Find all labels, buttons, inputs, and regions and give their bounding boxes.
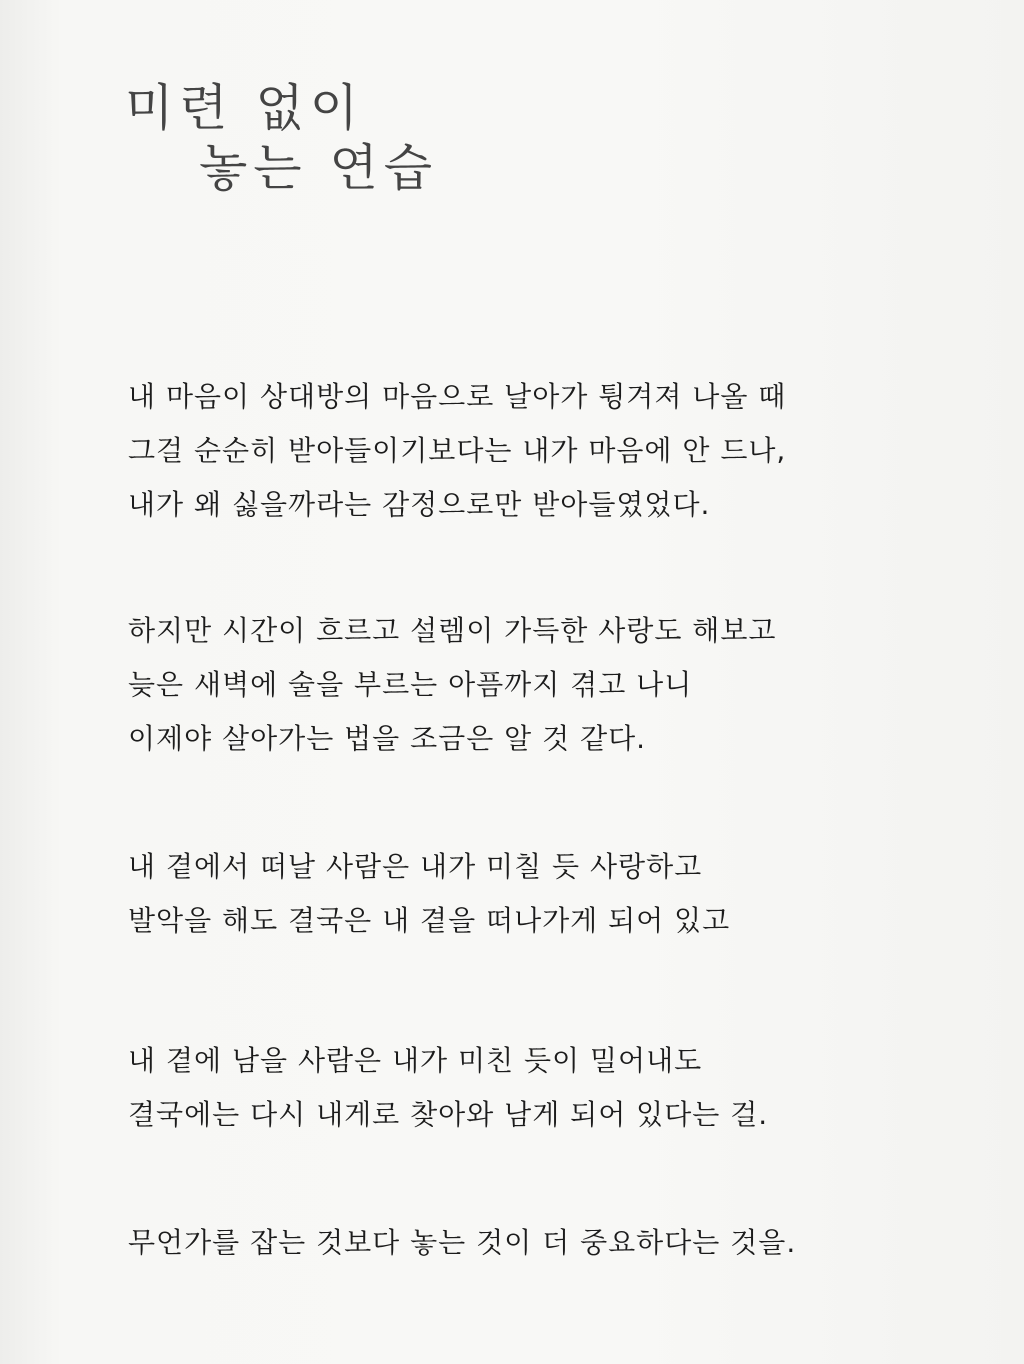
poem-line: 내가 왜 싫을까라는 감정으로만 받아들였었다. — [128, 488, 711, 521]
poem-line: 늦은 새벽에 술을 부르는 아픔까지 겪고 나니 — [128, 668, 693, 701]
poem-line: 하지만 시간이 흐르고 설렘이 가득한 사랑도 해보고 — [128, 614, 777, 647]
stanza-4 — [128, 1034, 988, 1142]
poem-body — [128, 370, 988, 1342]
poem-title — [125, 78, 438, 198]
poem-line: 결국에는 다시 내게로 찾아와 남게 되어 있다는 걸. — [128, 1098, 769, 1131]
poem-line: 내 곁에서 떠날 사람은 내가 미칠 듯 사랑하고 — [128, 850, 703, 883]
title-line-2: 놓는 연습 — [199, 139, 439, 197]
stanza-5 — [128, 1216, 988, 1270]
poem-line: 내 곁에 남을 사람은 내가 미친 듯이 밀어내도 — [128, 1044, 703, 1077]
stanza-2 — [128, 604, 988, 766]
stanza-3 — [128, 840, 988, 948]
poem-line: 내 마음이 상대방의 마음으로 날아가 튕겨져 나올 때 — [128, 380, 787, 413]
title-line-1: 미련 없이 — [125, 79, 365, 137]
poem-line: 이제야 살아가는 법을 조금은 알 것 같다. — [128, 722, 647, 755]
stanza-1 — [128, 370, 988, 532]
poem-line: 그걸 순순히 받아들이기보다는 내가 마음에 안 드나, — [128, 434, 787, 467]
poem-line: 무언가를 잡는 것보다 놓는 것이 더 중요하다는 것을. — [128, 1226, 797, 1259]
poem-line: 발악을 해도 결국은 내 곁을 떠나가게 되어 있고 — [128, 904, 731, 937]
